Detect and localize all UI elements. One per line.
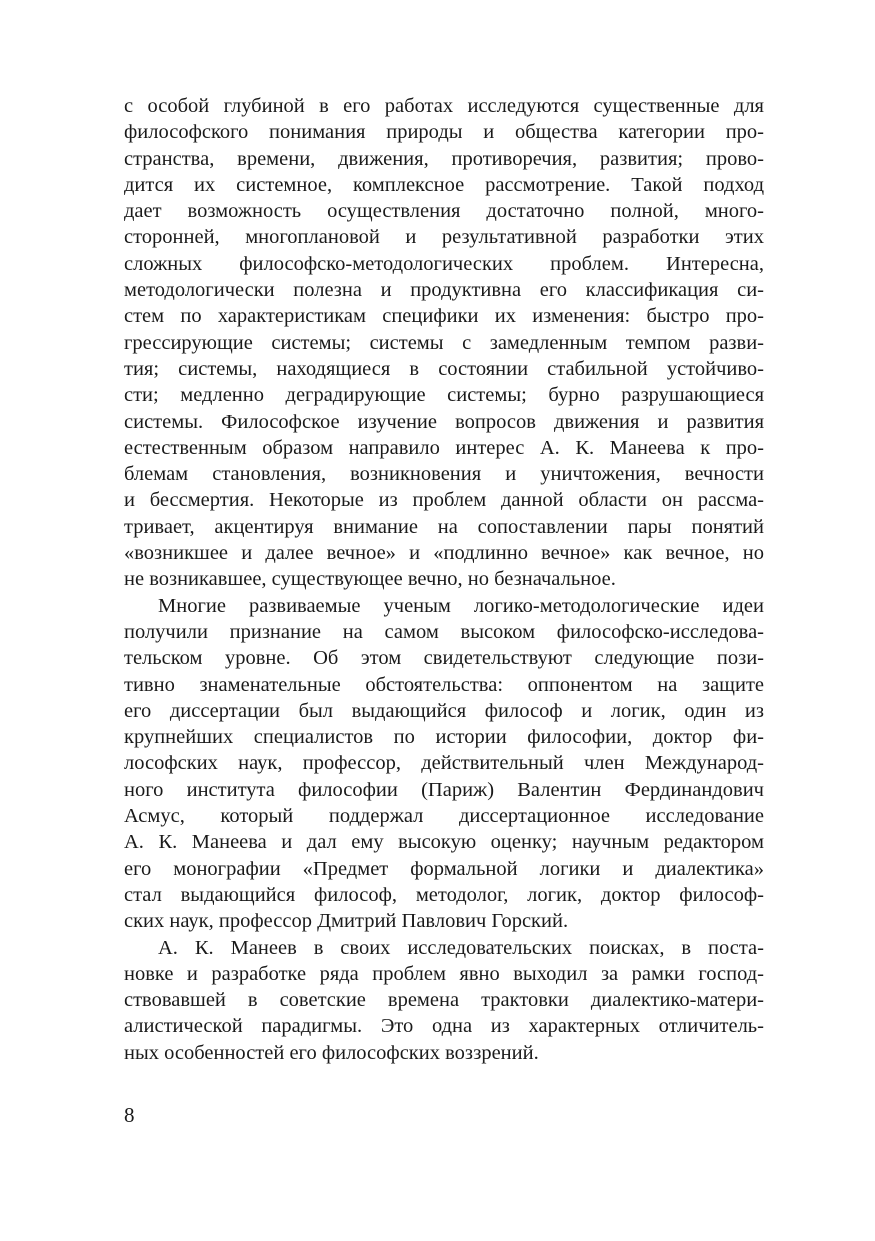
text-line: получили признание на самом высоком философско-исследова- xyxy=(124,620,764,643)
text-line: и бессмертия. Некоторые из проблем данной области он рассма- xyxy=(124,489,764,512)
paragraph-3 xyxy=(124,935,764,1066)
text-line: ствовавшей в советские времена трактовки диалектико-матери- xyxy=(124,989,764,1012)
text-line: грессирующие системы; системы с замедленным темпом разви- xyxy=(124,331,764,354)
text-line: системы. Философское изучение вопросов движения и развития xyxy=(124,410,764,433)
text-line: сложных философско-методологических проблем. Интересна, xyxy=(124,252,764,275)
text-line: дится их системное, комплексное рассмотрение. Такой подход xyxy=(124,173,764,196)
text-line: А. К. Манеев в своих исследовательских поисках, в поста- xyxy=(158,936,764,959)
text-line: философского понимания природы и общества категории про- xyxy=(124,121,764,144)
text-line: тивно знаменательные обстоятельства: оппонентом на защите xyxy=(124,673,764,696)
page-body xyxy=(124,93,764,1066)
text-line: стем по характеристикам специфики их изменения: быстро про- xyxy=(124,305,764,328)
text-line: тельском уровне. Об этом свидетельствуют следующие пози- xyxy=(124,647,764,670)
text-line: с особой глубиной в его работах исследуются существенные для xyxy=(124,95,764,117)
text-line: крупнейших специалистов по истории философии, доктор фи- xyxy=(124,726,764,749)
paragraph-1 xyxy=(124,93,764,593)
text-line: сторонней, многоплановой и результативной разработки этих xyxy=(124,226,764,249)
text-line: ного института философии (Париж) Валентин Фердинандович xyxy=(124,778,764,801)
text-line: новке и разработке ряда проблем явно выходил за рамки господ- xyxy=(124,962,764,985)
text-line: не возникавшее, существующее вечно, но безначальное. xyxy=(124,568,616,591)
text-line: сти; медленно деградирующие системы; бурно разрушающиеся xyxy=(124,384,764,407)
text-line: методологически полезна и продуктивна его классификация си- xyxy=(124,279,764,302)
text-line: его диссертации был выдающийся философ и логик, один из xyxy=(124,699,764,722)
text-line: ских наук, профессор Дмитрий Павлович Горский. xyxy=(124,910,569,933)
text-line: Асмус, который поддержал диссертационное исследование xyxy=(124,805,764,828)
text-line: ных особенностей его философских воззрений. xyxy=(124,1041,539,1064)
text-line: блемам становления, возникновения и уничтожения, вечности xyxy=(124,463,764,486)
text-line: дает возможность осуществления достаточно полной, много- xyxy=(124,200,764,223)
text-line: лософских наук, профессор, действительный член Международ- xyxy=(124,752,764,775)
text-line: естественным образом направило интерес А. К. Манеева к про- xyxy=(124,436,764,459)
text-line: А. К. Манеева и дал ему высокую оценку; научным редактором xyxy=(124,831,764,854)
text-line: Многие развиваемые ученым логико-методологические идеи xyxy=(158,594,764,617)
paragraph-2 xyxy=(124,593,764,935)
text-line: странства, времени, движения, противоречия, развития; прово- xyxy=(124,147,764,170)
text-line: алистической парадигмы. Это одна из характерных отличитель- xyxy=(124,1015,764,1038)
text-line: стал выдающийся философ, методолог, логик, доктор философ- xyxy=(124,883,764,906)
text-line: тривает, акцентируя внимание на сопоставлении пары понятий xyxy=(124,515,764,538)
page-number: 8 xyxy=(124,1103,135,1127)
text-line: тия; системы, находящиеся в состоянии стабильной устойчиво- xyxy=(124,357,764,380)
text-line: его монографии «Предмет формальной логики и диалектика» xyxy=(124,857,764,880)
text-line: «возникшее и далее вечное» и «подлинно вечное» как вечное, но xyxy=(124,542,764,565)
